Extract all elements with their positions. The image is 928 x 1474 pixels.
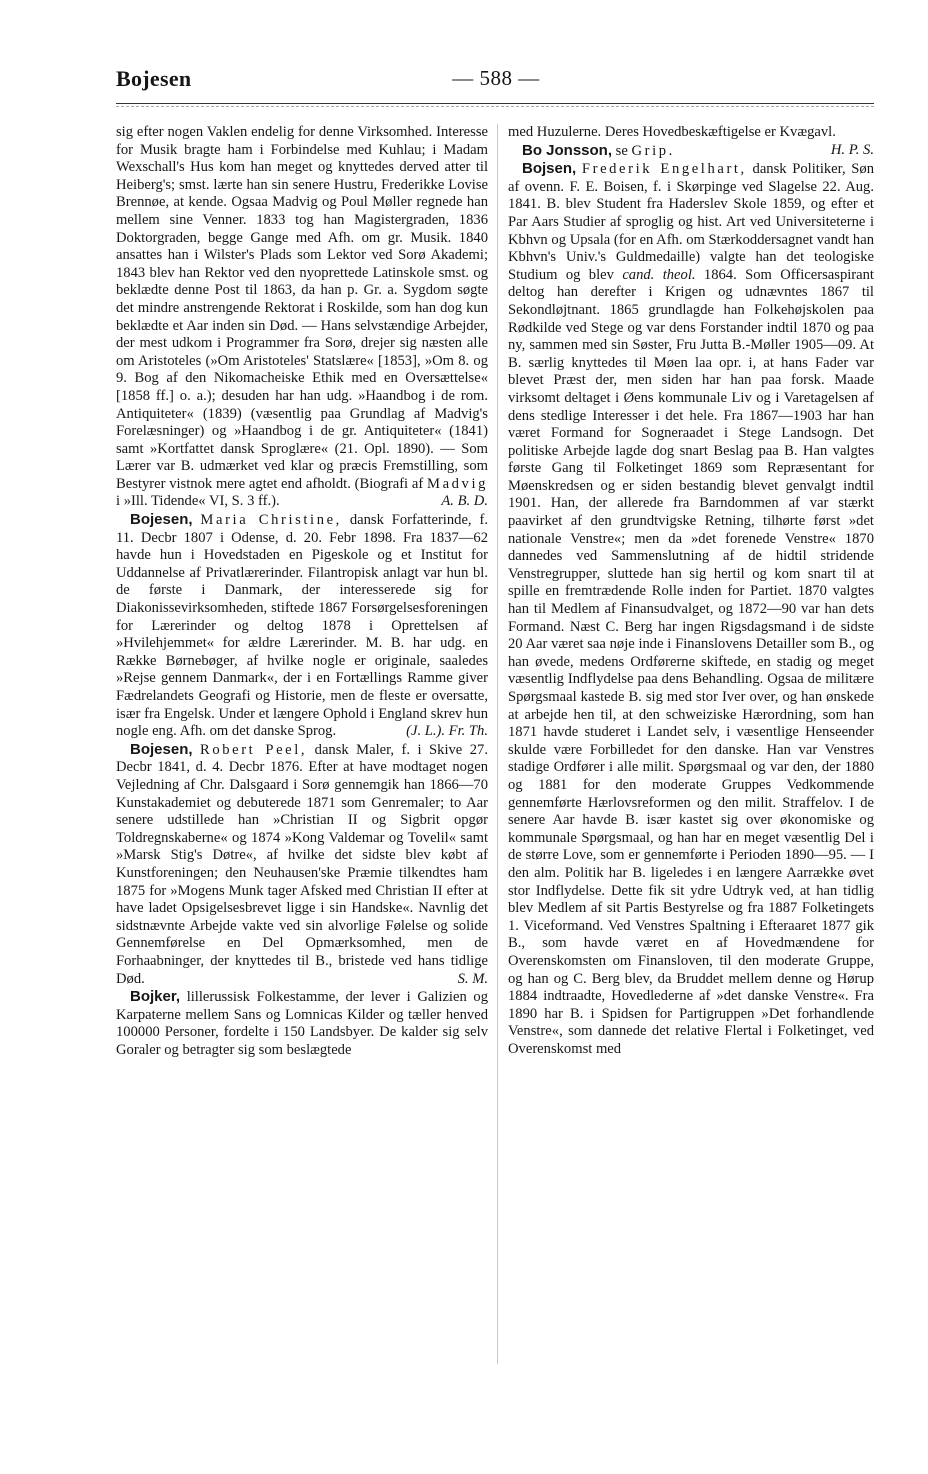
column-divider: [497, 124, 498, 1364]
left-column: [116, 124, 488, 1059]
running-headword: Bojesen: [116, 66, 192, 91]
entry-robert-peel: [116, 741, 488, 988]
entry-text: med Huzulerne. Deres Hovedbeskæftigelse er Kvægavl.: [508, 124, 836, 140]
entry-text-continued: 1864. Som Officersaspirant deltog han derefter i Krigen og udnævntes 1867 til Sekondløjtnant. 1865 grundlagde han Folkehøjskolen paa Rødkilde ved Stege og var dens Forstander indtil 1870 og paa ny, sammen med sin Søster, Fru Jutta B.-Møller 1905—09. At B. særlig knyttedes til Møen laa opr. i, at hans Fader var blevet Præst der, men siden har han paa forsk. Maade virksomt deltaget i Øens kommunale Liv og i Varetagelsen af dens stedlige Interesser i det hele. Fra 1867—1903 har han været Formand for Sogneraadet i Stege Landsogn. Det politiske Arbejde lagde dog snart Beslag paa B. Han valgtes første Gang til Folketinget 1869 som Repræsentant for Møenskredsen og er siden bestandig blevet genvalgt indtil 1901. Han, der allerede fra Barndommen af var stærkt paavirket af den grundtvigske Retning, tilhørte først »det nationale Venstre«; men da »det forenede Venstre« 1870 dannedes ved Sammenslutning af de hidtil stridende Venstregrupper, sluttede han sig hertil og kom snart til at spille en fremtrædende Rolle inden for Partiet. 1870 valgtes han til Medlem af Finansudvalget, og 1872—90 var han dets Formand. Næst C. Berg har ingen Rigsdagsmand i de sidste 20 Aar været saa nøje inde i Finanslovens Detailler som B., og han øvede, medens Ordførerne skiftede, en stadig og meget væsentlig Indflydelse paa dens Behandling. Ogsaa de militære Spørgsmaal kastede B. sig med stor Iver over, og han ønskede at arbejde hen til, at den schweiziske Hærordning, som han 1871 havde studeret i Landet selv, i væsentlige Henseender skulde være Forbilledet for den danske. Han var Venstres stadige Ordfører i alle milit. Spørgsmaal og var den, der 1880 og 1881 for den moderate Gruppes Vedkommende gennemførte Hærlovsreformen og den milit. Straffelov. I de senere Aar havde B. især kastet sig over økonomiske og kommunale Spørgsmaal, og han har en meget væsentlig Del i de større Love, som er gennemførte i Perioden 1890—95. — I den alm. Politik har B. ligeledes i en længere Aarrække øvet stor Indflydelse. Dette fik sit ydre Udtryk ved, at han tidlig blev Medlem af sit Partis Bestyrelse og fra 1887 Folketingets 1. Viceformand. Ved Venstres Spaltning i Efteraaret 1877 gik B., som havde været en af Hovedmændene for Overenskomsten om Finansloven, til den moderate Gruppe, og han og C. Berg blev, da Bruddet mellem denne og Hørup 1884 indtraadte, Hovedlederne af »det danske Venstre«. Fra 1890 har B. i Spidsen for Partigruppen »Det forhandlende Venstre«, som dannede det relative Flertal i Folketinget, ved Overenskomst med: [508, 266, 874, 1057]
entry-bojker: [116, 988, 488, 1059]
entry-headword: Bojesen,: [130, 740, 193, 758]
entry-text-tail: i »Ill. Tidende« VI, S. 3 ff.).: [116, 493, 280, 510]
entry-headword: Bo Jonsson,: [522, 141, 613, 159]
entry-given-names: Maria Christine,: [200, 512, 342, 529]
entry-given-names: Frederik Engelhart,: [581, 161, 747, 178]
cross-reference: Grip.: [631, 142, 675, 159]
entry-given-names: Robert Peel,: [200, 741, 308, 758]
entry-headword: Bojker,: [130, 988, 181, 1006]
entry-text: lillerussisk Folkestamme, der lever i Galizien og Karpaterne mellem Sans og Lomnicas Kilder og tæller henved 100000 Personer, fordelte i 150 Landsbyer. De kalder sig selv Goraler og betragter sig som beslægtede: [116, 989, 488, 1058]
entry-text: dansk Maler, f. i Skive 27. Decbr 1841, d. 4. Decbr 1876. Efter at have modtaget nogen Vejledning af Chr. Dalsgaard i Sorø gennemgik han 1866—70 Kunstakademiet og debuterede 1871 som Genremaler; to Aar senere udstillede han »Christian II og Sigbrit opgør Toldregnskaberne« og 1874 »Kong Valdemar og Tovelil« samt »Marsk Stig's Døtre«, af hvilke det sidste blev købt af Kunstforeningen; den Neuhausen'ske Præmie tilkendtes ham 1875 for »Mogens Munk tager Afsked med Christian II efter at have ladet Opsigelsesbrevet ligge i sin Handske«. Navnlig det sidstnævnte Arbejde vakte ved sin alvorlige Følelse og solide Gennemførelse en Del Opmærksomhed, men de Forhaabninger, der knyttedes til B., bristede ved hans tidlige Død.: [116, 741, 488, 987]
entry-text: dansk Forfatterinde, f. 11. Decbr 1807 i Odense, d. 20. Febr 1898. Fra 1837—62 havde hun i Hovedstaden en Pigeskole og et Institut for Uddannelse af Privatlærerinder. Filantropisk anlagt var hun bl. de første i Danmark, der interesserede sig for Diakonissevirksomheden, stiftede 1867 Forsørgelsesforeningen for Lærerinder og deltog 1878 i Oprettelsen af »Hvilehjemmet« for ældre Lærerinder. M. B. har udg. en Række Børnebøger, af hvilke nogle er originale, saaledes »Rejse gennem Danmark«, der i en Fortællings Ramme giver Fædrelandets Geografi og Historie, men de fleste er oversatte, især fra Engelsk. Under et længere Ophold i England skrev hun nogle eng. Afh. om det danske Sprog.: [116, 512, 488, 740]
author-signature: (J. L.). Fr. Th.: [406, 723, 488, 740]
entry-bojesen-continuation: [116, 124, 488, 511]
running-header: [116, 66, 876, 100]
author-signature: A. B. D.: [441, 493, 488, 510]
entry-headword: Bojsen,: [522, 160, 577, 178]
right-column: [508, 124, 874, 1058]
entry-bo-jonsson: [508, 142, 874, 161]
entry-headword: Bojesen,: [130, 511, 193, 529]
entry-maria-christine: [116, 511, 488, 741]
author-signature: H. P. S.: [830, 141, 874, 158]
entry-text: sig efter nogen Vaklen endelig for denne Virksomhed. Interesse for Musik bragte ham i Forbindelse med Kuhlau; i Madam Wexschall's Hus kom han meget og knyttedes derved atter til Heiberg's; smst. lærte han sin senere Hustru, Frederikke Lovise Brennøe, at kende. Ogsaa Madvig og Poul Møller regnede han mellem sine Venner. 1833 tog han Magistergraden, 1836 Doktorgraden, begge Gange med Afh. om gr. Musik. 1840 ansattes han i Wilster's Plads som Lektor ved Sorø Akademi; 1843 blev han Rektor ved den nyoprettede Latinskole smst. og beklædte denne Post til 1863, da han p. Gr. a. Sygdom søgte det mindre anstrengende Rektorat i Roskilde, som han dog kun beklædte et Aar inden sin Død. — Hans selvstændige Arbejder, der mest udkom i Programmer fra Sorø, drejer sig næsten alle om Aristoteles (»Om Aristoteles' Statslære« [1853], »Om 8. og 9. Bog af den Nikomacheiske Ethik med en Oversættelse« [1858 ff.] o. a.); desuden har han udg. »Haandbog i de rom. Antiquiteter« (1839) (væsentlig paa Grundlag af Madvig's Forelæsninger) og »Haandbog i de gr. Antiquiteter« (1841) samt »Kortfattet dansk Sproglære« (21. Opl. 1890). — Som Lærer var B. udmærket ved klar og præcis Fremstilling, som Bestyrer vistnok mere agtet end afholdt. (Biografi af: [116, 124, 488, 492]
degree-italic: cand. theol.: [622, 266, 696, 283]
author-signature: S. M.: [457, 970, 488, 987]
header-rule: [116, 103, 874, 104]
page-number: — 588 —: [452, 66, 540, 90]
spaced-name: Madvig: [427, 475, 488, 492]
entry-text: se: [615, 142, 628, 159]
entry-frederik-engelhart: [508, 160, 874, 1058]
entry-text: dansk Politiker, Søn af ovenn. F. E. Boisen, f. i Skørpinge ved Slagelse 22. Aug. 1841. B. blev Student fra Haderslev Skole 1859, og efter et Par Aars Studier af sproglig og hist. Art ved Universiteterne i Kbhvn og Upsala (for en Afh. om Stærkoddersagnet vandt han Kbhvn's Univ.'s Guldmedaille) valgte han det teologiske Studium og blev: [508, 161, 874, 283]
header-rule-secondary: [116, 106, 874, 107]
